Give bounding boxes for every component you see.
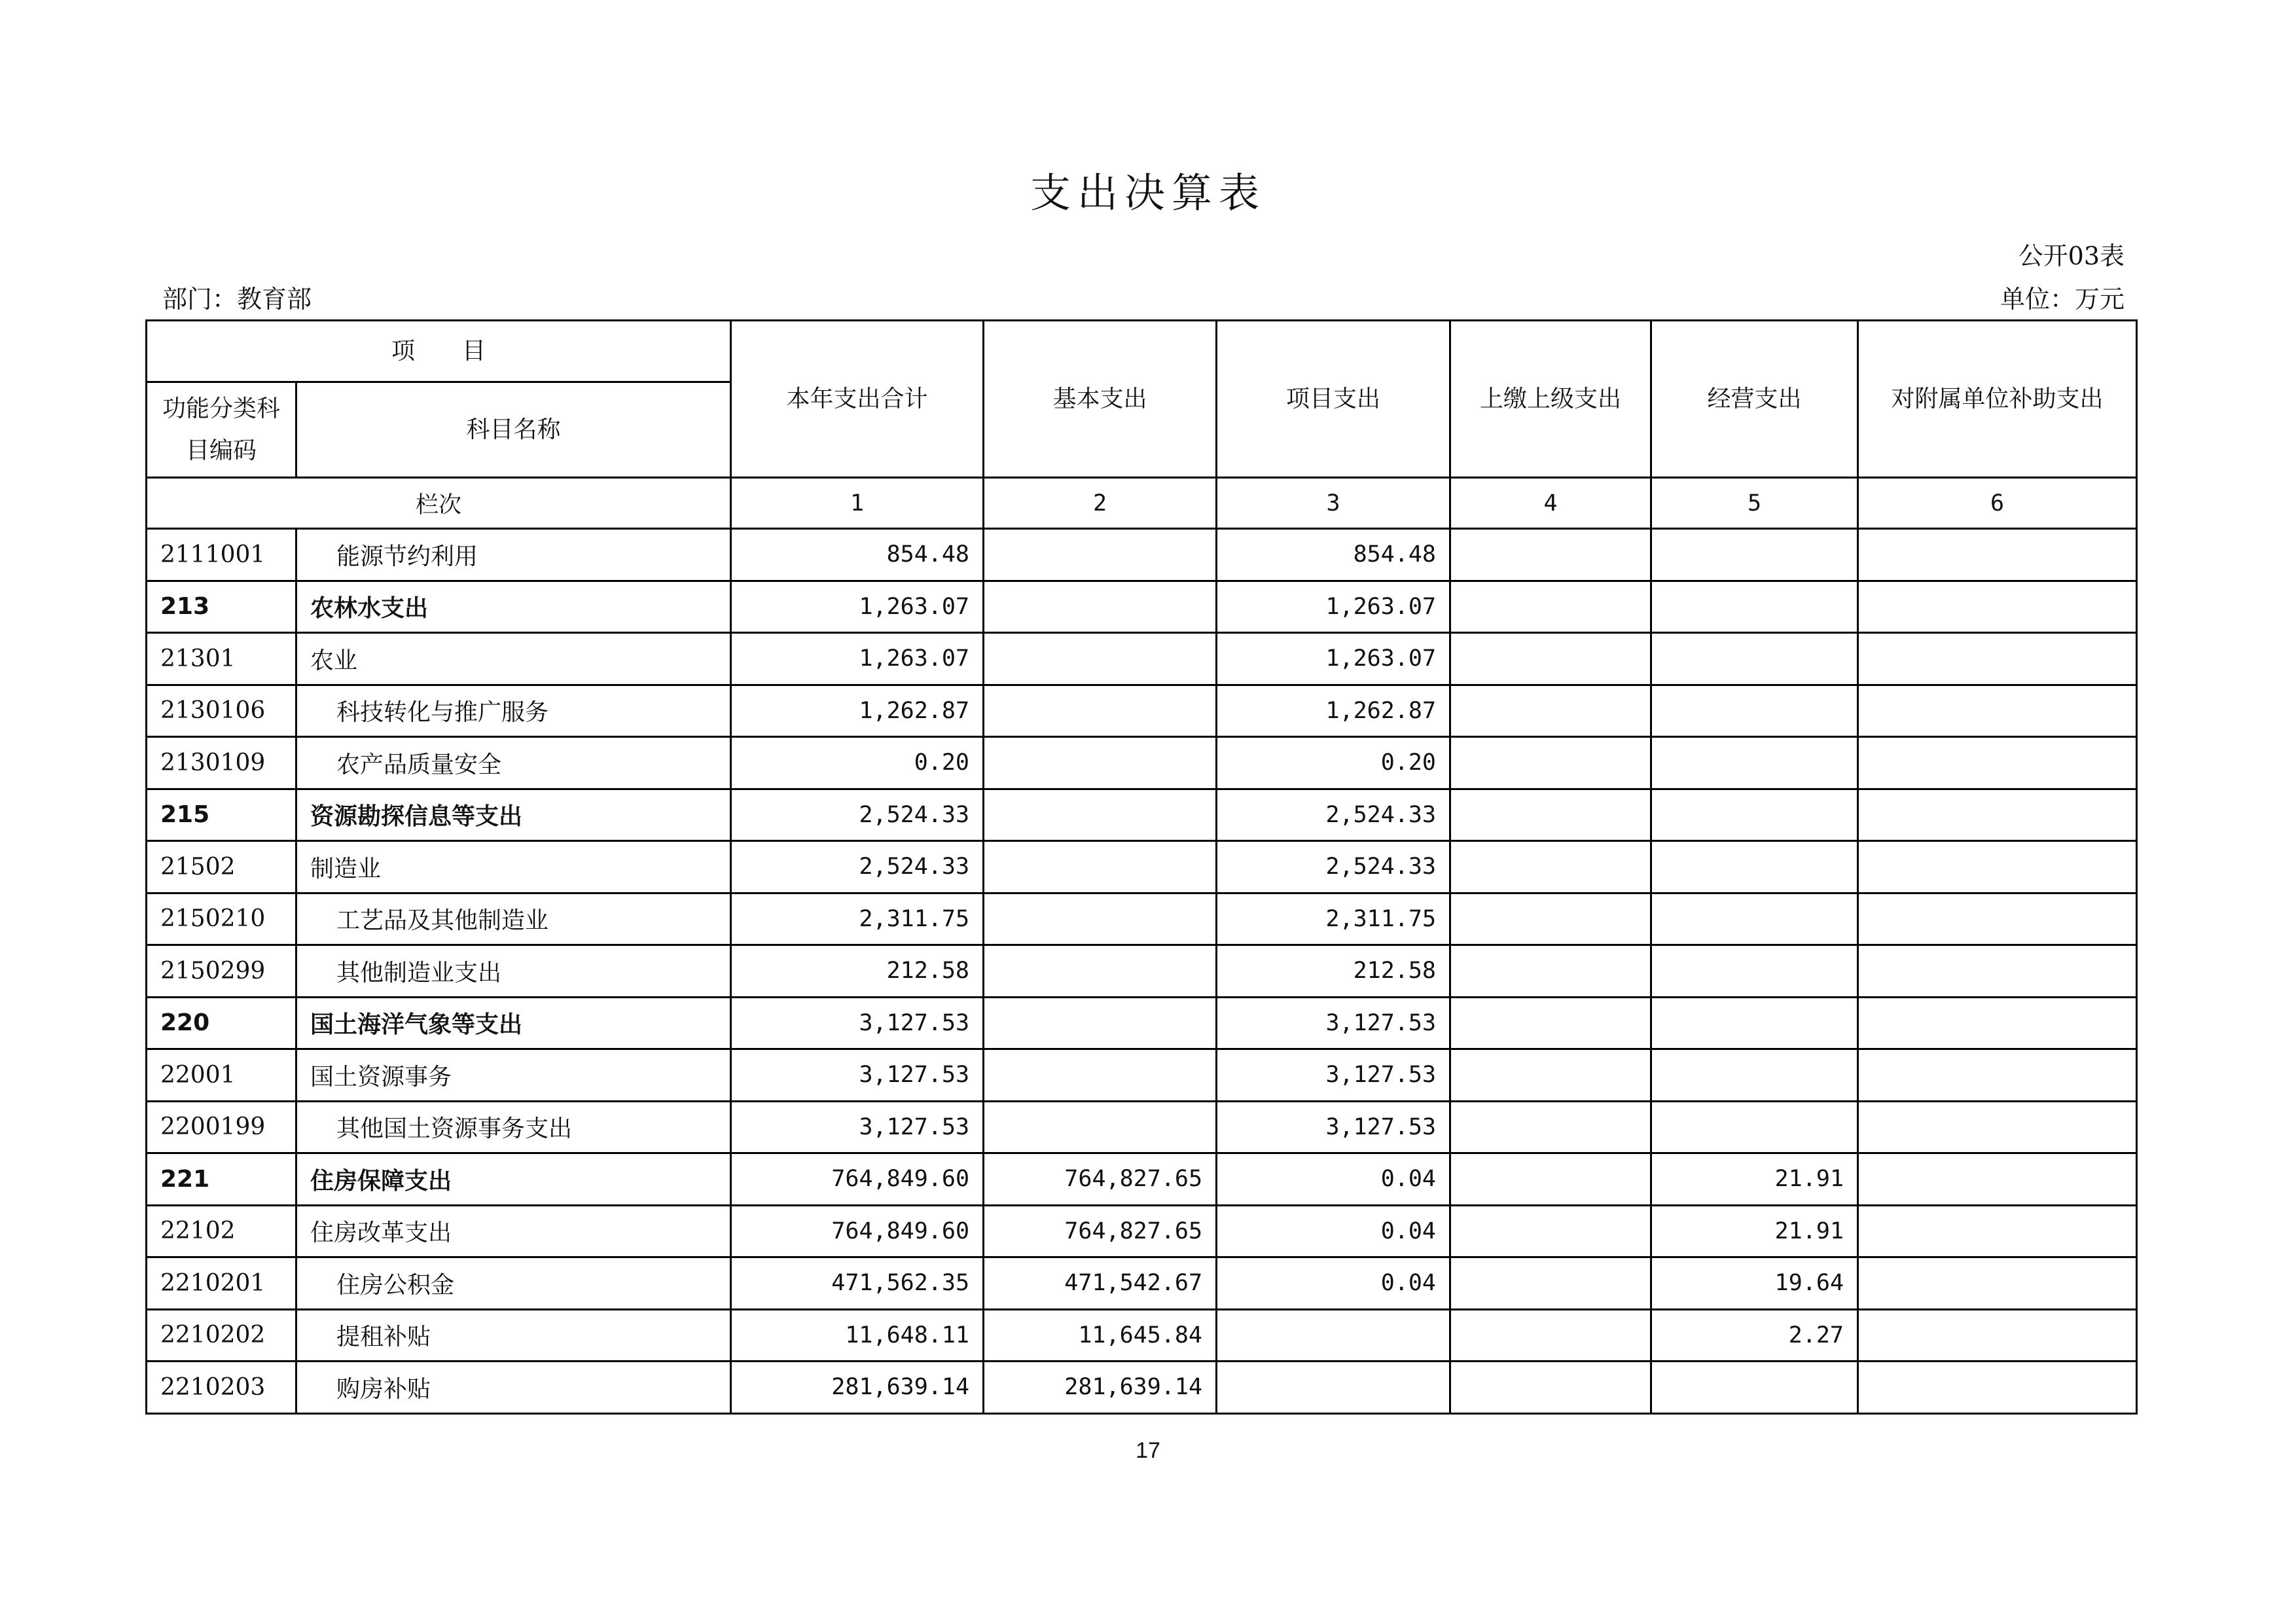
row-value [1450,685,1651,737]
row-value [1858,581,2137,633]
row-value [1858,1309,2137,1362]
row-value: 0.04 [1217,1257,1450,1310]
expenditure-table [145,319,2138,1415]
row-value: 11,645.84 [984,1309,1217,1362]
table-id: 公开03表 [2018,242,2125,270]
row-value [1450,997,1651,1049]
row-value [1858,529,2137,581]
row-value: 3,127.53 [731,1101,984,1153]
row-value: 2,311.75 [1217,893,1450,945]
row-value [1858,1362,2137,1414]
row-value [1450,737,1651,789]
row-value [984,737,1217,789]
row-value: 1,263.07 [731,633,984,685]
row-value: 1,263.07 [1217,581,1450,633]
row-code: 220 [147,997,296,1049]
row-code: 215 [147,789,296,841]
row-value [1450,1257,1651,1310]
row-code: 22001 [147,1049,296,1102]
row-name: 农业 [296,633,731,685]
row-value [1450,529,1651,581]
table-row [147,633,2137,685]
row-name: 农产品质量安全 [296,737,731,789]
header-col-operating: 经营支出 [1651,321,1858,478]
page-title: 支出决算表 [1030,169,1266,217]
header-name: 科目名称 [296,382,731,478]
row-value: 212.58 [1217,945,1450,998]
row-value [1651,893,1858,945]
column-index: 6 [1858,478,2137,529]
row-value [1450,1309,1651,1362]
header-col-subsidy: 对附属单位补助支出 [1858,321,2137,478]
row-value: 471,542.67 [984,1257,1217,1310]
row-value [984,789,1217,841]
row-value [1450,893,1651,945]
row-value [1651,737,1858,789]
row-value [984,997,1217,1049]
table-row [147,685,2137,737]
row-value: 0.20 [1217,737,1450,789]
row-code: 2200199 [147,1101,296,1153]
row-value [1858,789,2137,841]
table-row [147,529,2137,581]
row-value [1450,1362,1651,1414]
row-value [984,893,1217,945]
table-row [147,1205,2137,1257]
row-value: 854.48 [731,529,984,581]
row-code: 2210201 [147,1257,296,1310]
row-value [1450,1049,1651,1102]
row-value: 0.04 [1217,1153,1450,1206]
row-value [1217,1362,1450,1414]
table-row [147,737,2137,789]
row-value [1217,1309,1450,1362]
row-code: 22102 [147,1205,296,1257]
row-value: 3,127.53 [1217,1049,1450,1102]
row-value [1858,893,2137,945]
row-value [1651,581,1858,633]
table-row [147,1257,2137,1310]
row-value: 854.48 [1217,529,1450,581]
table-row [147,945,2137,998]
row-value: 2,524.33 [1217,789,1450,841]
row-value: 21.91 [1651,1205,1858,1257]
row-code: 2210203 [147,1362,296,1414]
row-value [984,633,1217,685]
department-label: 部门：教育部 [162,285,312,314]
row-value: 212.58 [731,945,984,998]
table-row [147,581,2137,633]
row-value [1858,1205,2137,1257]
row-value: 3,127.53 [731,1049,984,1102]
row-code: 221 [147,1153,296,1206]
row-code: 213 [147,581,296,633]
row-value: 2,311.75 [731,893,984,945]
row-value: 11,648.11 [731,1309,984,1362]
row-value [1858,945,2137,998]
row-value [1858,1257,2137,1310]
row-value [1651,1101,1858,1153]
header-item: 项 目 [147,321,731,382]
column-index: 1 [731,478,984,529]
row-value: 281,639.14 [984,1362,1217,1414]
row-value: 3,127.53 [731,997,984,1049]
row-value [1858,1101,2137,1153]
row-value [984,1101,1217,1153]
header-col-basic: 基本支出 [984,321,1217,478]
row-code: 21301 [147,633,296,685]
row-value [1450,581,1651,633]
row-value [1858,997,2137,1049]
row-code: 2130106 [147,685,296,737]
row-value [1858,633,2137,685]
row-value [984,685,1217,737]
row-value [1651,633,1858,685]
row-value [1450,841,1651,893]
row-name: 住房改革支出 [296,1205,731,1257]
row-name: 科技转化与推广服务 [296,685,731,737]
row-name: 住房公积金 [296,1257,731,1310]
row-value [1651,789,1858,841]
table-row [147,893,2137,945]
row-value [984,581,1217,633]
row-value [1858,841,2137,893]
row-value: 1,263.07 [731,581,984,633]
row-value [1651,1362,1858,1414]
row-value [1858,737,2137,789]
row-value: 764,827.65 [984,1205,1217,1257]
row-code: 2130109 [147,737,296,789]
row-name: 制造业 [296,841,731,893]
row-value: 471,562.35 [731,1257,984,1310]
row-name: 其他制造业支出 [296,945,731,998]
row-value [1651,841,1858,893]
header-code: 功能分类科目编码 [147,382,296,478]
row-value: 764,849.60 [731,1153,984,1206]
row-code: 2111001 [147,529,296,581]
row-value: 1,262.87 [731,685,984,737]
row-value: 0.04 [1217,1205,1450,1257]
table-row [147,789,2137,841]
row-value: 3,127.53 [1217,1101,1450,1153]
row-value [1450,1153,1651,1206]
row-name: 工艺品及其他制造业 [296,893,731,945]
row-value [1858,1153,2137,1206]
row-value [984,945,1217,998]
row-name: 其他国土资源事务支出 [296,1101,731,1153]
row-value: 764,827.65 [984,1153,1217,1206]
row-value [1651,945,1858,998]
row-value [1450,1101,1651,1153]
row-name: 提租补贴 [296,1309,731,1362]
row-value [1858,685,2137,737]
column-index: 4 [1450,478,1651,529]
row-name: 购房补贴 [296,1362,731,1414]
row-value [1450,633,1651,685]
row-name: 资源勘探信息等支出 [296,789,731,841]
row-value: 1,263.07 [1217,633,1450,685]
row-value: 2,524.33 [731,789,984,841]
column-index-label: 栏次 [147,478,731,529]
table-body [147,529,2137,1414]
row-code: 2150299 [147,945,296,998]
row-value: 2,524.33 [731,841,984,893]
row-value [1450,789,1651,841]
row-value [1651,685,1858,737]
table-row [147,1362,2137,1414]
row-value [984,529,1217,581]
row-value [984,1049,1217,1102]
header-col-project: 项目支出 [1217,321,1450,478]
row-value: 2,524.33 [1217,841,1450,893]
row-value: 2.27 [1651,1309,1858,1362]
row-value: 1,262.87 [1217,685,1450,737]
row-value [1651,1049,1858,1102]
row-value: 21.91 [1651,1153,1858,1206]
header-col-total: 本年支出合计 [731,321,984,478]
row-value [1651,997,1858,1049]
unit-label: 单位：万元 [2000,285,2125,314]
row-code: 2150210 [147,893,296,945]
table-row [147,997,2137,1049]
row-value: 19.64 [1651,1257,1858,1310]
table-row [147,1309,2137,1362]
row-code: 21502 [147,841,296,893]
row-value [1450,1205,1651,1257]
column-index: 2 [984,478,1217,529]
table-row [147,841,2137,893]
row-name: 国土资源事务 [296,1049,731,1102]
row-code: 2210202 [147,1309,296,1362]
row-value [1858,1049,2137,1102]
row-name: 农林水支出 [296,581,731,633]
table-row [147,1153,2137,1206]
row-value [1651,529,1858,581]
column-index: 3 [1217,478,1450,529]
header-col-remit: 上缴上级支出 [1450,321,1651,478]
page-number: 17 [1136,1438,1160,1463]
row-value: 0.20 [731,737,984,789]
row-name: 住房保障支出 [296,1153,731,1206]
row-name: 国土海洋气象等支出 [296,997,731,1049]
table-row [147,1101,2137,1153]
row-value [984,841,1217,893]
row-value [1450,945,1651,998]
row-value: 3,127.53 [1217,997,1450,1049]
row-name: 能源节约利用 [296,529,731,581]
row-value: 764,849.60 [731,1205,984,1257]
row-value: 281,639.14 [731,1362,984,1414]
table-row [147,1049,2137,1102]
column-index: 5 [1651,478,1858,529]
